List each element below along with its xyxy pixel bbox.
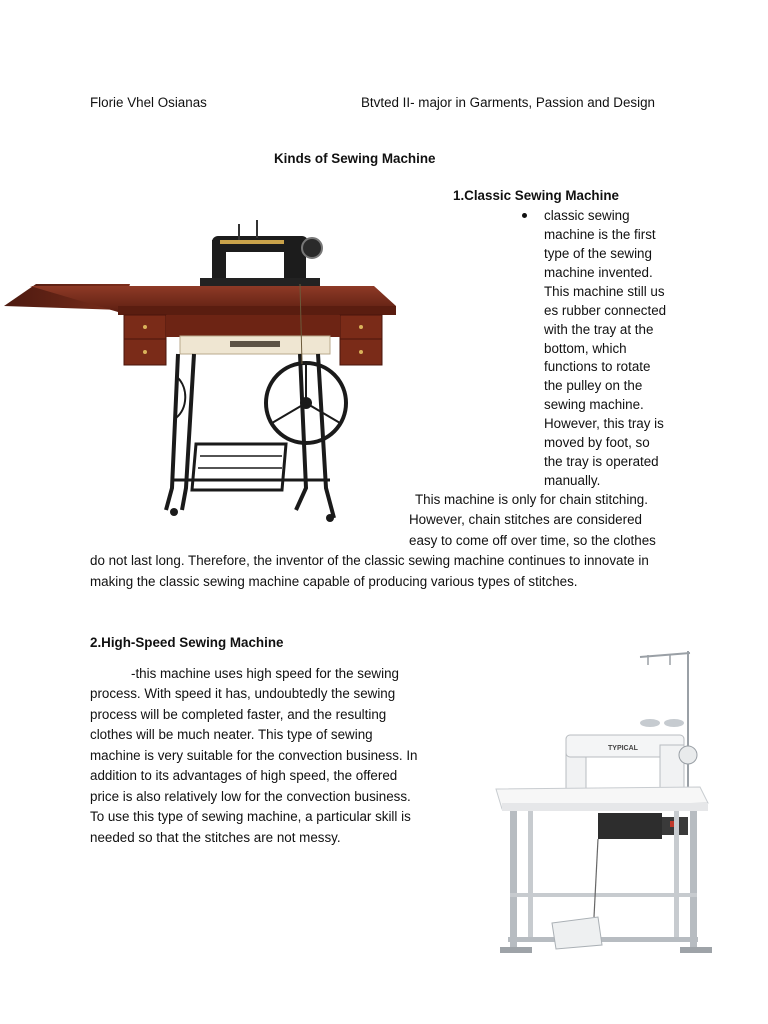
section2-para-line: To use this type of sewing machine, a particular skill is	[90, 809, 411, 824]
section2-para-line: price is also relatively low for the convection business.	[90, 789, 411, 804]
bullet-line: However, this tray is	[544, 416, 664, 431]
bullet-line: the tray is operated	[544, 454, 659, 469]
section2-para-line: machine is very suitable for the convection business. In	[90, 748, 418, 763]
section2-para-line: clothes will be much neater. This type of sewing	[90, 727, 373, 742]
classic-sewing-machine-image	[0, 218, 400, 524]
bullet-line: bottom, which	[544, 341, 627, 356]
section2-para-line: process will be completed faster, and the resulting	[90, 707, 387, 722]
bullet-line: functions to rotate	[544, 359, 651, 374]
section1-heading: 1.Classic Sewing Machine	[453, 188, 619, 203]
section2-para-line: process. With speed it has, undoubtedly the sewing	[90, 686, 396, 701]
bullet-line: es rubber connected	[544, 303, 667, 318]
bullet-line: This machine still us	[544, 284, 665, 299]
section1-para-line: easy to come off over time, so the clothes	[409, 533, 656, 548]
bullet-line: machine is the first	[544, 227, 656, 242]
section1-para-line: do not last long. Therefore, the inventor of the classic sewing machine continues to innovate in	[90, 553, 649, 568]
section1-para-line: making the classic sewing machine capable of producing various types of stitches.	[90, 574, 578, 589]
bullet-line: the pulley on the	[544, 378, 643, 393]
section2-para-line: addition to its advantages of high speed, the offered	[90, 768, 398, 783]
section2-para-line: -this machine uses high speed for the sewing	[131, 666, 399, 681]
bullet-line: moved by foot, so	[544, 435, 650, 450]
bullet-line: classic sewing	[544, 208, 630, 223]
machine-brand-label: TYPICAL	[608, 745, 638, 752]
section1-para-line: This machine is only for chain stitching.	[415, 492, 648, 507]
section1-para-line: However, chain stitches are considered	[409, 512, 642, 527]
bullet-line: with the tray at the	[544, 322, 654, 337]
bullet-line: sewing machine.	[544, 397, 644, 412]
course-info: Btvted II- major in Garments, Passion and Design	[361, 95, 655, 110]
bullet-marker	[522, 213, 527, 218]
bullet-line: manually.	[544, 473, 601, 488]
high-speed-sewing-machine-image	[490, 645, 750, 975]
document-title: Kinds of Sewing Machine	[274, 151, 436, 166]
bullet-line: machine invented.	[544, 265, 653, 280]
section2-heading: 2.High-Speed Sewing Machine	[90, 635, 284, 650]
section2-para-line: needed so that the stitches are not messy.	[90, 830, 341, 845]
author-name: Florie Vhel Osianas	[90, 95, 207, 110]
bullet-line: type of the sewing	[544, 246, 652, 261]
